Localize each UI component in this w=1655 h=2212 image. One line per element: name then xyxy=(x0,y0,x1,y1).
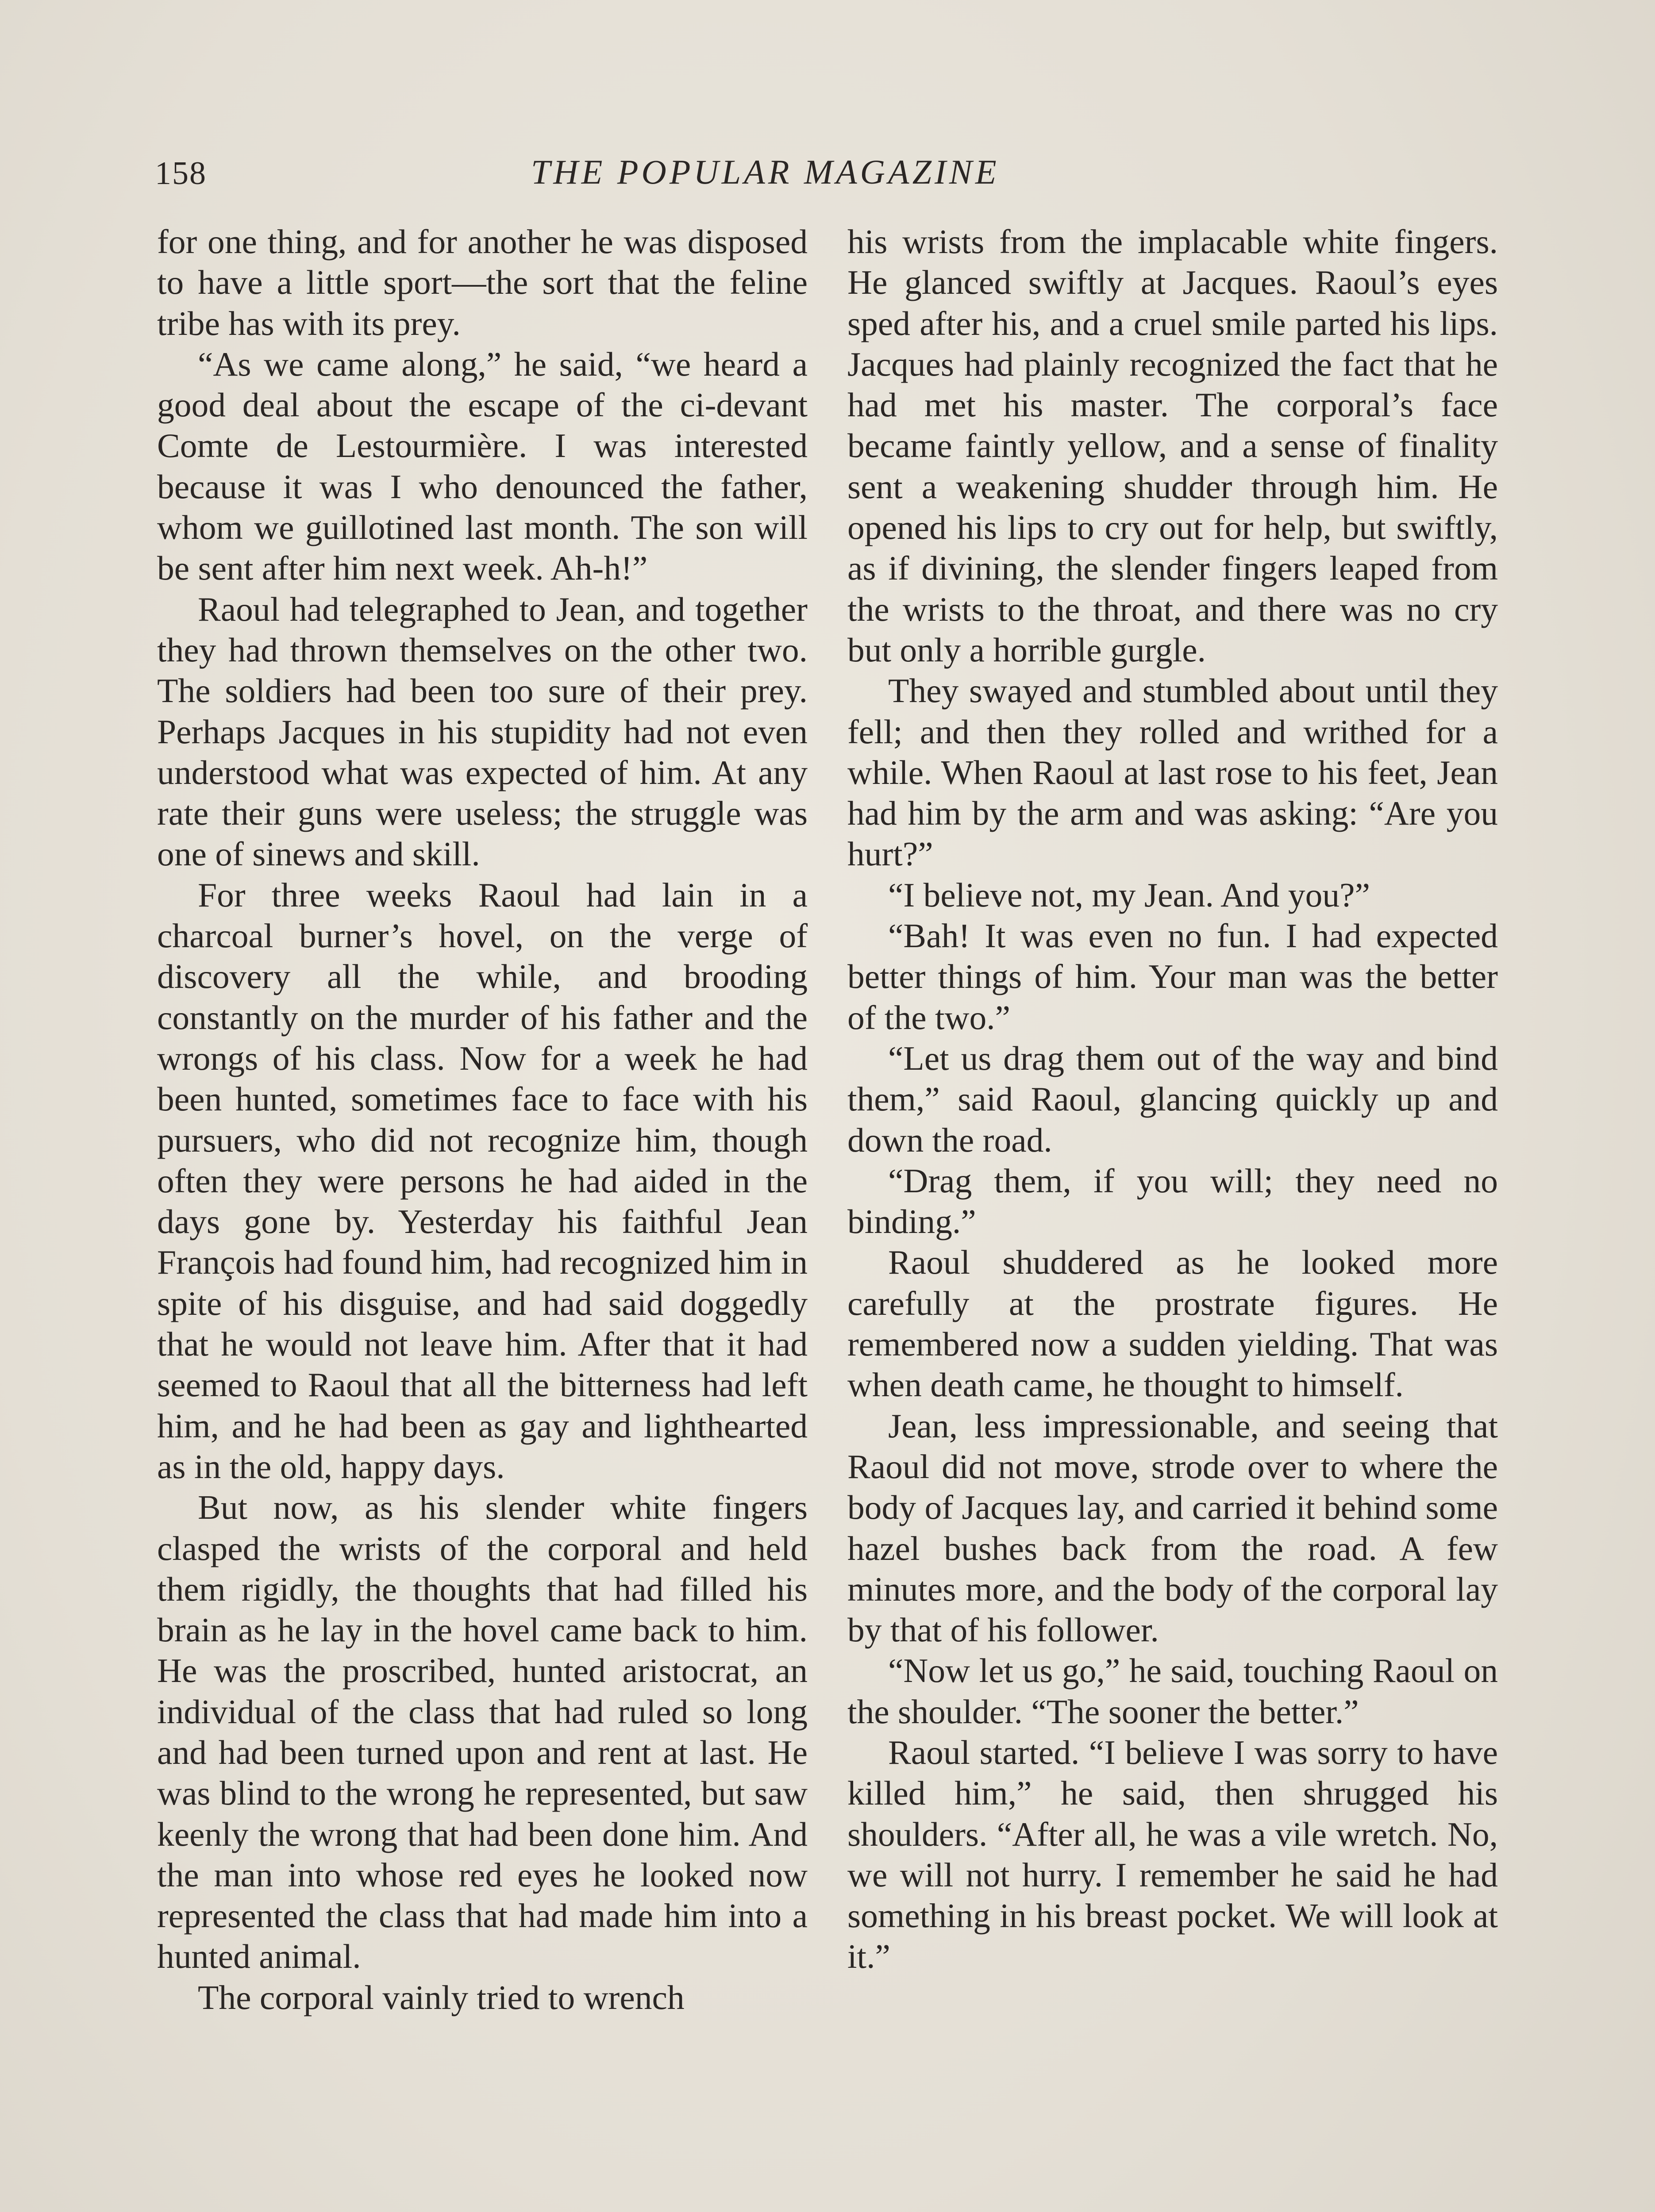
page-number: 158 xyxy=(155,155,207,192)
paragraph: “Now let us go,” he said, touching Raoul on the shoulder. “The sooner the better.” xyxy=(847,1651,1498,1731)
paragraph: Jean, less impressionable, and seeing that Raoul did not move, strode over to where the body of Jacques lay, and carried it behind some hazel bushes back from the road. A few minutes more, and the body of the corporal lay by that of his follower. xyxy=(847,1406,1498,1649)
paragraph: “Drag them, if you will; they need no binding.” xyxy=(847,1161,1498,1241)
paragraph: The corporal vainly tried to wrench xyxy=(198,1978,685,2016)
paragraph: “I believe not, my Jean. And you?” xyxy=(888,876,1370,914)
left-column xyxy=(157,221,808,2018)
paragraph: “As we came along,” he said, “we heard a good deal about the escape of the ci-devant Comte de Lestourmière. I was interested because it was I who denounced the father, whom we guillotined last month. The son will be sent after him next week. Ah-h!” xyxy=(157,345,808,588)
paragraph: Raoul started. “I believe I was sorry to have killed him,” he said, then shrugged his shoulders. “After all, he was a vile wretch. No, we will not hurry. I remember he said he had something in his breast pocket. We will look at it.” xyxy=(847,1733,1498,1976)
running-title: THE POPULAR MAGAZINE xyxy=(531,153,1000,191)
paragraph: his wrists from the implacable white fingers. He glanced swiftly at Jacques. Raoul’s eyes sped after his, and a cruel smile parted his lips. Jacques had plainly recognized the fact that he had met his master. The corporal’s face became faintly yellow, and a sense of finality sent a weakening shudder through him. He opened his lips to cry out for help, but swiftly, as if divining, the slender fingers leaped from the wrists to the throat, and there was no cry but only a horrible gurgle. xyxy=(847,223,1498,669)
paragraph: Raoul shuddered as he looked more carefully at the prostrate figures. He remembered now a sudden yielding. That was when death came, he thought to himself. xyxy=(847,1243,1498,1404)
paragraph: “Bah! It was even no fun. I had expected better things of him. Your man was the better of the two.” xyxy=(847,917,1498,1037)
right-column xyxy=(847,221,1498,1977)
paragraph: They swayed and stumbled about until they fell; and then they rolled and writhed for a while. When Raoul at last rose to his feet, Jean had him by the arm and was asking: “Are you hurt?” xyxy=(847,672,1498,873)
paragraph: For three weeks Raoul had lain in a charcoal burner’s hovel, on the verge of discovery all the while, and brooding constantly on the murder of his father and the wrongs of his class. Now for a week he had been hunted, sometimes face to face with his pursuers, who did not recognize him, though often they were persons he had aided in the days gone by. Yesterday his faithful Jean François had found him, had recognized him in spite of his disguise, and had said doggedly that he would not leave him. After that it had seemed to Raoul that all the bitterness had left him, and he had been as gay and lighthearted as in the old, happy days. xyxy=(157,876,808,1486)
paragraph: But now, as his slender white fingers clasped the wrists of the corporal and held them rigidly, the thoughts that had filled his brain as he lay in the hovel came back to him. He was the proscribed, hunted aristocrat, an individual of the class that had ruled so long and had been turned upon and rent at last. He was blind to the wrong he represented, but saw keenly the wrong that had been done him. And the man into whose red eyes he looked now represented the class that had made him into a hunted animal. xyxy=(157,1488,808,1976)
paragraph: for one thing, and for another he was disposed to have a little sport—the sort that the feline tribe has with its prey. xyxy=(157,223,808,342)
paragraph: Raoul had telegraphed to Jean, and together they had thrown themselves on the other two. The soldiers had been too sure of their prey. Perhaps Jacques in his stupidity had not even understood what was expected of him. At any rate their guns were useless; the struggle was one of sinews and skill. xyxy=(157,590,808,873)
page-header xyxy=(155,146,1500,199)
paragraph: “Let us drag them out of the way and bind them,” said Raoul, glancing quickly up and down the road. xyxy=(847,1039,1498,1159)
